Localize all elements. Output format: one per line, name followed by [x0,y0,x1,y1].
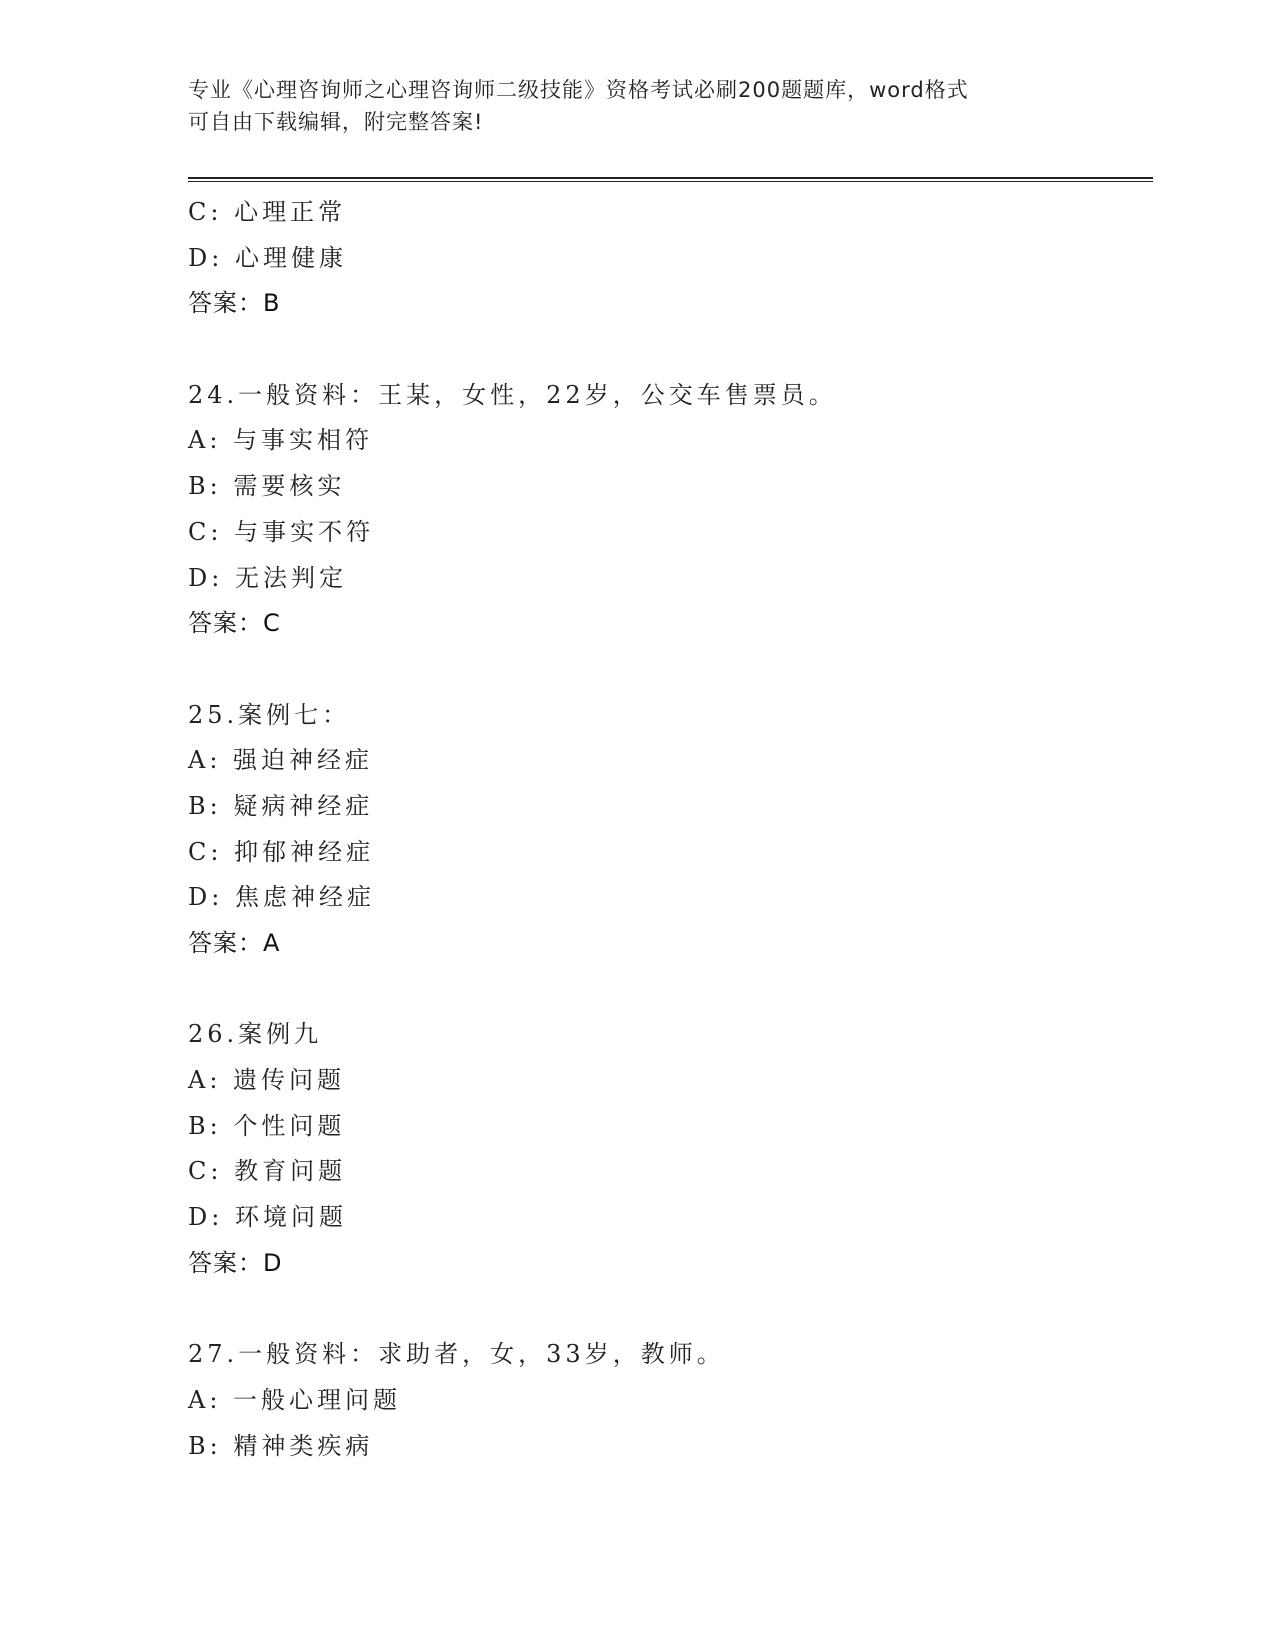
spacer [188,967,1148,1013]
question-list [188,190,1148,1469]
option-d: D: 无法判定 [188,563,347,592]
option-c: C: 抑郁神经症 [188,837,375,866]
header-divider [188,177,1153,182]
option-d: D: 心理健康 [188,243,347,272]
spacer [188,647,1148,693]
option-b: B: 疑病神经症 [188,791,374,820]
document-header [188,74,1068,138]
question-stem: 26.案例九 [188,1020,323,1049]
question-stem: 25.案例七： [188,700,351,729]
answer-line: 答案：A [188,929,281,957]
question-block-24 [188,373,1148,693]
question-block-26 [188,1012,1148,1332]
answer-line: 答案：B [188,289,281,318]
spacer [188,327,1148,373]
answer-line: 答案：D [188,1248,283,1277]
question-block-25 [188,693,1148,1013]
header-title-line-1: 专业《心理咨询师之心理咨询师二级技能》资格考试必刷200题题库，word格式 [188,78,969,102]
header-title-line-2: 可自由下载编辑，附完整答案! [188,110,484,134]
option-d: D: 环境问题 [188,1203,347,1232]
option-a: A: 强迫神经症 [188,746,374,775]
option-b: B: 精神类疾病 [188,1431,374,1460]
option-a: A: 与事实相符 [188,426,374,455]
question-block-23 [188,190,1148,373]
option-b: B: 个性问题 [188,1111,346,1140]
option-c: C: 与事实不符 [188,517,375,546]
option-c: C: 心理正常 [188,198,347,226]
option-a: A: 遗传问题 [188,1066,346,1095]
question-block-27 [188,1332,1148,1469]
question-stem: 27.一般资料：求助者，女，33岁，教师。 [188,1340,725,1369]
spacer [188,1287,1148,1333]
question-stem: 24.一般资料：王某，女性，22岁，公交车售票员。 [188,380,837,409]
option-a: A: 一般心理问题 [188,1385,402,1414]
option-d: D: 焦虑神经症 [188,883,375,912]
option-b: B: 需要核实 [188,472,346,501]
option-c: C: 教育问题 [188,1157,347,1186]
answer-line: 答案：C [188,609,281,638]
